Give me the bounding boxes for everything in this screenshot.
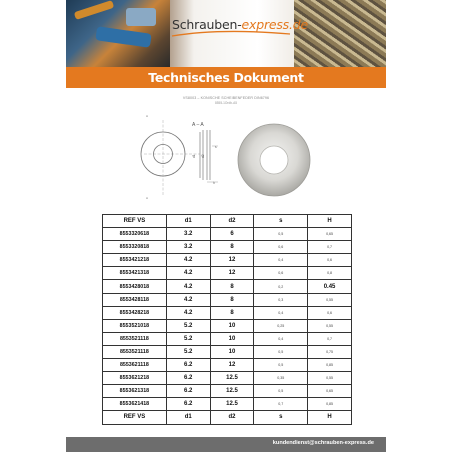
cell-ref: 8553428118	[103, 293, 167, 306]
table-row	[103, 345, 352, 358]
cell-ref: 8553421318	[103, 267, 167, 280]
col-header-d2: d2	[210, 215, 254, 228]
dim-d2-label: d2	[201, 154, 205, 158]
cell-s: 0,5	[254, 228, 308, 241]
table-row	[103, 241, 352, 254]
table-footer-row	[103, 411, 352, 424]
cell-ref: 8553428018	[103, 280, 167, 293]
cell-s: 0,35	[254, 372, 308, 385]
section-view	[192, 122, 218, 185]
document-page	[66, 0, 386, 452]
cell-s: 0,6	[254, 267, 308, 280]
col-header-ref: REF VS	[103, 215, 167, 228]
col-footer-s: s	[254, 411, 308, 424]
table-row	[103, 306, 352, 319]
tools-photo	[66, 0, 170, 67]
cell-d2: 8	[210, 280, 254, 293]
cell-h: 0,55	[308, 319, 352, 332]
cell-ref: 8553521118	[103, 345, 167, 358]
table-row	[103, 254, 352, 267]
product-title: VS8003 – KONISCHE SCHEIBENFEDER DIN6796	[182, 96, 270, 100]
document-title: Technisches Dokument	[148, 70, 304, 85]
cell-ref: 8553320818	[103, 241, 167, 254]
cell-d1: 4.2	[166, 293, 210, 306]
cell-d2: 12.5	[210, 398, 254, 411]
table-row	[103, 293, 352, 306]
cell-ref: 8553428218	[103, 306, 167, 319]
cell-ref: 8553521018	[103, 319, 167, 332]
cell-d2: 12.5	[210, 385, 254, 398]
cell-s: 0,4	[254, 306, 308, 319]
section-mark-bottom: A	[146, 196, 149, 200]
logo-main-text: Schrauben-	[172, 17, 242, 32]
cell-d2: 12	[210, 359, 254, 372]
cell-ref: 8553621318	[103, 385, 167, 398]
cell-d1: 6.2	[166, 359, 210, 372]
footer-bar	[66, 437, 386, 452]
cell-s: 0,2	[254, 280, 308, 293]
document-title-band	[66, 67, 386, 88]
cell-d2: 10	[210, 332, 254, 345]
cell-ref: 8553421218	[103, 254, 167, 267]
cell-h: 0,65	[308, 228, 352, 241]
logo-accent-text: express.de	[241, 17, 308, 32]
cell-ref: 8553621118	[103, 359, 167, 372]
cell-h: 0,85	[308, 398, 352, 411]
cell-d2: 12	[210, 267, 254, 280]
cell-h: 0,75	[308, 345, 352, 358]
cell-h: 0.45	[308, 280, 352, 293]
cell-d2: 10	[210, 319, 254, 332]
brand-logo[interactable]	[170, 12, 308, 40]
dim-s-label: s	[215, 145, 217, 149]
dim-h-label: h	[213, 181, 215, 185]
table-header-row	[103, 215, 352, 228]
col-footer-ref: REF VS	[103, 411, 167, 424]
table-row	[103, 385, 352, 398]
cell-d1: 3.2	[166, 228, 210, 241]
cell-d1: 5.2	[166, 319, 210, 332]
screws-photo	[294, 0, 386, 67]
cell-d1: 5.2	[166, 332, 210, 345]
table-row	[103, 228, 352, 241]
table-row	[103, 280, 352, 293]
table-row	[103, 267, 352, 280]
technical-drawing	[146, 114, 312, 200]
cell-s: 0,4	[254, 332, 308, 345]
cell-d1: 4.2	[166, 254, 210, 267]
table-row	[103, 398, 352, 411]
cell-d2: 8	[210, 241, 254, 254]
cell-d1: 5.2	[166, 345, 210, 358]
cell-d1: 4.2	[166, 267, 210, 280]
cell-ref: 8553521118	[103, 332, 167, 345]
cell-h: 0,7	[308, 241, 352, 254]
cell-d1: 6.2	[166, 372, 210, 385]
table-row	[103, 332, 352, 345]
cell-d1: 6.2	[166, 398, 210, 411]
cell-d1: 4.2	[166, 306, 210, 319]
cell-ref: 8553621218	[103, 372, 167, 385]
table-row	[103, 319, 352, 332]
section-mark-top: A	[146, 114, 149, 118]
cell-d2: 10	[210, 345, 254, 358]
cell-d2: 8	[210, 293, 254, 306]
col-footer-h: H	[308, 411, 352, 424]
dimensions-table	[102, 214, 352, 425]
cell-h: 0,55	[308, 293, 352, 306]
contact-email-link[interactable]: kundendienst@schrauben-express.de	[272, 440, 374, 446]
cell-h: 0,6	[308, 254, 352, 267]
col-header-d1: d1	[166, 215, 210, 228]
col-footer-d1: d1	[166, 411, 210, 424]
cell-h: 0,6	[308, 306, 352, 319]
cell-s: 0,7	[254, 398, 308, 411]
cell-s: 0,5	[254, 359, 308, 372]
cell-s: 0,5	[254, 385, 308, 398]
cell-s: 0,4	[254, 254, 308, 267]
cell-d1: 6.2	[166, 385, 210, 398]
washer-photo	[238, 124, 310, 196]
cell-s: 0,3	[254, 293, 308, 306]
header-banner	[66, 0, 386, 67]
cell-s: 0,5	[254, 345, 308, 358]
table-row	[103, 359, 352, 372]
cell-d2: 6	[210, 228, 254, 241]
cell-d1: 3.2	[166, 241, 210, 254]
col-footer-d2: d2	[210, 411, 254, 424]
cell-h: 0,85	[308, 359, 352, 372]
product-subtitle: 8555-1Ordb-A5	[215, 101, 237, 105]
col-header-s: s	[254, 215, 308, 228]
cell-h: 0,55	[308, 372, 352, 385]
dim-d1-label: d1	[192, 154, 196, 158]
section-label: A – A	[192, 122, 204, 128]
cell-h: 0,65	[308, 385, 352, 398]
cell-ref: 8553320618	[103, 228, 167, 241]
table-body	[103, 228, 352, 411]
cell-h: 0,8	[308, 267, 352, 280]
cell-s: 0,6	[254, 241, 308, 254]
col-header-h: H	[308, 215, 352, 228]
cell-h: 0,7	[308, 332, 352, 345]
table-row	[103, 372, 352, 385]
cell-ref: 8553621418	[103, 398, 167, 411]
cell-s: 0,25	[254, 319, 308, 332]
cell-d2: 12	[210, 254, 254, 267]
cell-d2: 12.5	[210, 372, 254, 385]
cell-d2: 8	[210, 306, 254, 319]
cell-d1: 4.2	[166, 280, 210, 293]
